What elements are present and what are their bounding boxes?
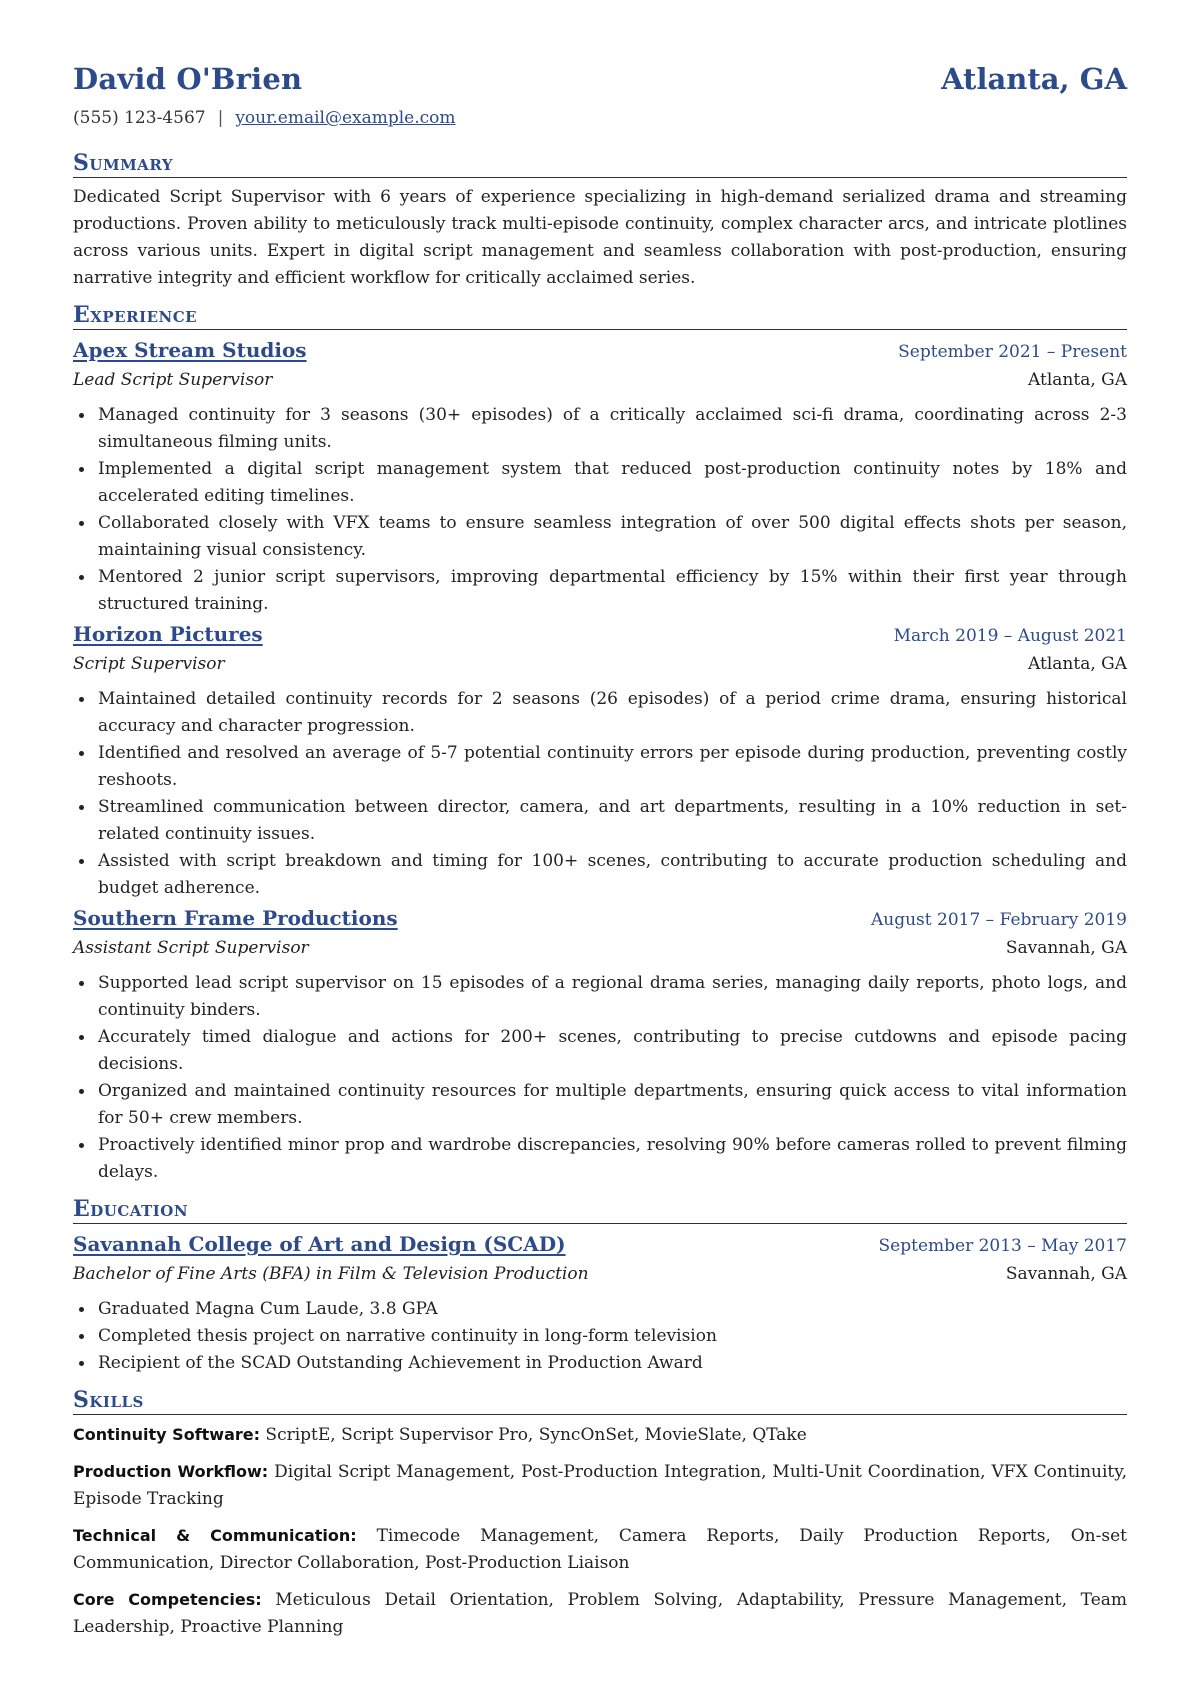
school-name[interactable]: Savannah College of Art and Design (SCAD) [73, 1232, 566, 1256]
education-dates: September 2013 – May 2017 [878, 1236, 1127, 1256]
skill-label: Continuity Software: [73, 1425, 261, 1444]
skill-value: Timecode Management, Camera Reports, Daily Production Reports, On-set Communication, Director Collaboration, Post-Production Liaison [73, 1526, 1127, 1573]
employment-dates: September 2021 – Present [898, 342, 1127, 362]
section-title-experience: Experience [73, 302, 1127, 330]
employment-dates: August 2017 – February 2019 [870, 910, 1127, 930]
skill-row [73, 1522, 1127, 1577]
section-title-summary: Summary [73, 150, 1127, 178]
achievement-list [73, 686, 1127, 902]
list-item: Completed thesis project on narrative continuity in long-form television [73, 1323, 1127, 1350]
employer-name[interactable]: Apex Stream Studios [73, 338, 307, 362]
employer-name[interactable]: Horizon Pictures [73, 622, 263, 646]
list-item: Collaborated closely with VFX teams to ensure seamless integration of over 500 digital effects shots per season, maintaining visual consistency. [73, 510, 1127, 564]
degree-title: Bachelor of Fine Arts (BFA) in Film & Television Production [73, 1264, 589, 1284]
skill-row [73, 1421, 1127, 1449]
skill-value: Digital Script Management, Post-Production Integration, Multi-Unit Coordination, VFX Continuity, Episode Tracking [73, 1462, 1128, 1509]
school-location: Savannah, GA [1005, 1264, 1127, 1284]
skill-row [73, 1458, 1127, 1513]
experience-entry [73, 904, 1127, 1186]
list-item: Assisted with script breakdown and timing for 100+ scenes, contributing to accurate production scheduling and budget adherence. [73, 848, 1127, 902]
list-item: Mentored 2 junior script supervisors, improving departmental efficiency by 15% within their first year through structured training. [73, 564, 1127, 618]
list-item: Recipient of the SCAD Outstanding Achievement in Production Award [73, 1350, 1127, 1377]
candidate-location: Atlanta, GA [941, 62, 1127, 96]
candidate-name: David O'Brien [73, 62, 303, 96]
section-title-education: Education [73, 1196, 1127, 1224]
header [73, 62, 1127, 106]
list-item: Implemented a digital script management system that reduced post-production continuity notes by 18% and accelerated editing timelines. [73, 456, 1127, 510]
skill-label: Production Workflow: [73, 1462, 269, 1481]
education-entry [73, 1230, 1127, 1377]
experience-entry [73, 620, 1127, 902]
list-item: Organized and maintained continuity resources for multiple departments, ensuring quick access to vital information for 50+ crew members. [73, 1078, 1127, 1132]
phone-number: (555) 123-4567 [73, 108, 206, 128]
skill-row [73, 1586, 1127, 1641]
list-item: Streamlined communication between director, camera, and art departments, resulting in a 10% reduction in set-related continuity issues. [73, 794, 1127, 848]
list-item: Accurately timed dialogue and actions for 200+ scenes, contributing to precise cutdowns and episode pacing decisions. [73, 1024, 1127, 1078]
list-item: Graduated Magna Cum Laude, 3.8 GPA [73, 1296, 1127, 1323]
list-item: Maintained detailed continuity records for 2 seasons (26 episodes) of a period crime drama, ensuring historical accuracy and character progression. [73, 686, 1127, 740]
resume-page [73, 62, 1127, 1650]
skill-label: Technical & Communication: [73, 1526, 357, 1545]
education-list [73, 1296, 1127, 1377]
job-title: Assistant Script Supervisor [73, 938, 309, 958]
section-title-skills: Skills [73, 1387, 1127, 1415]
email-link[interactable]: your.email@example.com [235, 108, 456, 128]
list-item: Proactively identified minor prop and wardrobe discrepancies, resolving 90% before cameras rolled to prevent filming delays. [73, 1132, 1127, 1186]
list-item: Managed continuity for 3 seasons (30+ episodes) of a critically acclaimed sci-fi drama, coordinating across 2-3 simultaneous filming units. [73, 402, 1127, 456]
list-item: Supported lead script supervisor on 15 episodes of a regional drama series, managing daily reports, photo logs, and continuity binders. [73, 970, 1127, 1024]
skill-value: ScriptE, Script Supervisor Pro, SyncOnSet, MovieSlate, QTake [265, 1425, 807, 1445]
skills-list [73, 1421, 1127, 1641]
skill-value: Meticulous Detail Orientation, Problem Solving, Adaptability, Pressure Management, Team Leadership, Proactive Planning [73, 1590, 1128, 1637]
job-title: Script Supervisor [73, 654, 225, 674]
contact-line [73, 108, 1127, 140]
job-location: Savannah, GA [1005, 938, 1127, 958]
job-location: Atlanta, GA [1028, 654, 1127, 674]
achievement-list [73, 402, 1127, 618]
contact-separator: | [217, 108, 224, 128]
skill-label: Core Competencies: [73, 1590, 262, 1609]
employer-name[interactable]: Southern Frame Productions [73, 906, 398, 930]
job-title: Lead Script Supervisor [73, 370, 273, 390]
list-item: Identified and resolved an average of 5-7 potential continuity errors per episode during production, preventing costly reshoots. [73, 740, 1127, 794]
summary-text: Dedicated Script Supervisor with 6 years of experience specializing in high-demand serialized drama and streaming productions. Proven ability to meticulously track multi-episode continuity, complex character arcs, and intricate plotlines across various units. Expert in digital script management and seamless collaboration with post-production, ensuring narrative integrity and efficient workflow for critically acclaimed series. [73, 187, 1127, 288]
job-location: Atlanta, GA [1028, 370, 1127, 390]
achievement-list [73, 970, 1127, 1186]
experience-entry [73, 336, 1127, 618]
employment-dates: March 2019 – August 2021 [893, 626, 1127, 646]
